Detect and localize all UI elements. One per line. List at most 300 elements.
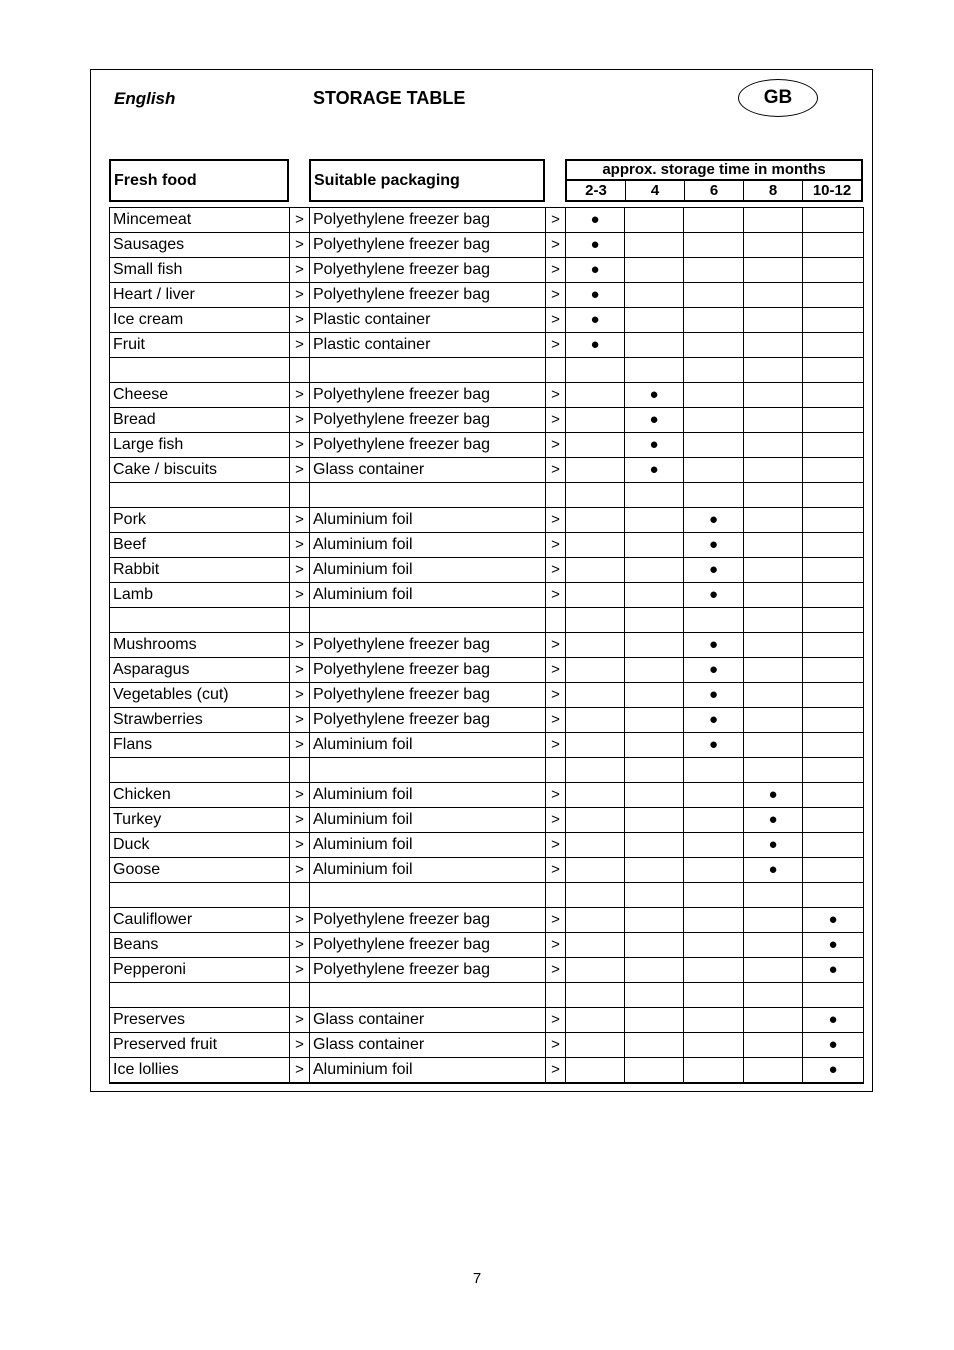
food-cell: Heart / liver <box>110 283 290 308</box>
arrow-glyph: > <box>546 833 566 858</box>
arrow-glyph: > <box>546 1058 566 1084</box>
month-cell-6 <box>684 208 744 233</box>
empty-cell <box>744 358 803 383</box>
month-cell-6 <box>684 458 744 483</box>
dot-marker: ● <box>708 736 719 753</box>
empty-cell <box>803 883 864 908</box>
empty-cell <box>803 358 864 383</box>
month-cell-10-12 <box>803 858 864 883</box>
month-cell-2-3 <box>566 658 625 683</box>
month-cell-4 <box>625 458 684 483</box>
month-cell-2-3 <box>566 1058 625 1084</box>
dot-marker: ● <box>590 336 600 353</box>
dot-marker: ● <box>708 661 719 678</box>
month-cell-10-12 <box>803 908 864 933</box>
month-cell-4 <box>625 783 684 808</box>
table-row <box>110 908 864 933</box>
month-cell-4 <box>625 1033 684 1058</box>
arrow-glyph: > <box>546 783 566 808</box>
arrow-glyph: > <box>546 458 566 483</box>
empty-cell <box>684 608 744 633</box>
arrow-glyph: > <box>290 1058 310 1084</box>
month-cell-4 <box>625 658 684 683</box>
table-row <box>110 408 864 433</box>
month-cell-2-3 <box>566 383 625 408</box>
table-row <box>110 858 864 883</box>
table-row <box>110 333 864 358</box>
month-cell-4 <box>625 1008 684 1033</box>
empty-cell <box>546 483 566 508</box>
arrow-glyph: > <box>290 858 310 883</box>
food-cell: Preserves <box>110 1008 290 1033</box>
food-cell: Flans <box>110 733 290 758</box>
month-cell-6 <box>684 258 744 283</box>
packaging-cell: Polyethylene freezer bag <box>310 258 546 283</box>
food-cell: Large fish <box>110 433 290 458</box>
food-cell: Strawberries <box>110 708 290 733</box>
month-cell-8 <box>744 708 803 733</box>
month-cell-4 <box>625 958 684 983</box>
month-cell-4 <box>625 708 684 733</box>
page-title: STORAGE TABLE <box>313 88 466 108</box>
packaging-cell: Polyethylene freezer bag <box>310 958 546 983</box>
table-row <box>110 383 864 408</box>
table-row <box>110 783 864 808</box>
food-cell: Bread <box>110 408 290 433</box>
table-row <box>110 433 864 458</box>
month-cell-8 <box>744 633 803 658</box>
empty-cell <box>110 608 290 633</box>
month-cell-8 <box>744 283 803 308</box>
arrow-glyph: > <box>546 233 566 258</box>
month-cell-2-3 <box>566 558 625 583</box>
table-row <box>110 533 864 558</box>
month-cell-10-12 <box>803 208 864 233</box>
month-cell-8 <box>744 433 803 458</box>
empty-cell <box>290 758 310 783</box>
month-cell-8 <box>744 1008 803 1033</box>
month-cell-6 <box>684 533 744 558</box>
dot-marker: ● <box>708 686 719 703</box>
empty-cell <box>566 758 625 783</box>
empty-cell <box>566 358 625 383</box>
empty-cell <box>290 608 310 633</box>
packaging-cell: Polyethylene freezer bag <box>310 408 546 433</box>
packaging-cell: Glass container <box>310 458 546 483</box>
packaging-cell: Aluminium foil <box>310 808 546 833</box>
table-row <box>110 658 864 683</box>
month-cell-10-12 <box>803 333 864 358</box>
table-row <box>110 808 864 833</box>
empty-cell <box>310 608 546 633</box>
month-cell-10-12 <box>803 958 864 983</box>
month-cell-2-3 <box>566 708 625 733</box>
packaging-cell: Polyethylene freezer bag <box>310 683 546 708</box>
month-cell-8 <box>744 783 803 808</box>
empty-cell <box>625 608 684 633</box>
dot-marker: ● <box>590 311 600 328</box>
month-cell-2-3 <box>566 308 625 333</box>
empty-cell <box>110 758 290 783</box>
month-cell-10-12 <box>803 408 864 433</box>
arrow-glyph: > <box>290 508 310 533</box>
empty-cell <box>684 483 744 508</box>
month-cell-2-3 <box>566 208 625 233</box>
arrow-glyph: > <box>546 633 566 658</box>
arrow-glyph: > <box>546 208 566 233</box>
table-row <box>110 708 864 733</box>
empty-cell <box>310 483 546 508</box>
arrow-glyph: > <box>290 708 310 733</box>
month-cell-4 <box>625 558 684 583</box>
month-cell-2-3 <box>566 258 625 283</box>
month-cell-6 <box>684 858 744 883</box>
dot-marker: ● <box>768 861 778 878</box>
month-cell-8 <box>744 683 803 708</box>
month-cell-4 <box>625 408 684 433</box>
food-cell: Asparagus <box>110 658 290 683</box>
month-cell-8 <box>744 958 803 983</box>
empty-cell <box>684 883 744 908</box>
food-cell: Vegetables (cut) <box>110 683 290 708</box>
month-cell-8 <box>744 908 803 933</box>
month-cell-2-3 <box>566 933 625 958</box>
empty-cell <box>684 758 744 783</box>
empty-cell <box>803 983 864 1008</box>
month-cell-8 <box>744 833 803 858</box>
month-cell-2-3 <box>566 858 625 883</box>
dot-marker: ● <box>828 936 838 953</box>
month-cell-10-12 <box>803 558 864 583</box>
packaging-cell: Plastic container <box>310 308 546 333</box>
empty-cell <box>625 883 684 908</box>
month-cell-2-3 <box>566 683 625 708</box>
arrow-glyph: > <box>290 908 310 933</box>
month-cell-4 <box>625 233 684 258</box>
table-row <box>110 1058 864 1084</box>
month-cell-4 <box>625 633 684 658</box>
month-cell-4 <box>625 208 684 233</box>
month-cell-6 <box>684 783 744 808</box>
arrow-glyph: > <box>290 408 310 433</box>
arrow-glyph: > <box>290 958 310 983</box>
month-cell-6 <box>684 433 744 458</box>
month-cell-2-3 <box>566 283 625 308</box>
arrow-glyph: > <box>290 658 310 683</box>
dot-marker: ● <box>590 211 600 228</box>
table-row <box>110 833 864 858</box>
packaging-cell: Aluminium foil <box>310 533 546 558</box>
packaging-cell: Plastic container <box>310 333 546 358</box>
empty-cell <box>290 358 310 383</box>
empty-cell <box>310 883 546 908</box>
page-number: 7 <box>472 1270 482 1287</box>
arrow-glyph: > <box>546 933 566 958</box>
spacer-row <box>110 983 864 1008</box>
month-cell-6 <box>684 508 744 533</box>
month-cell-4 <box>625 333 684 358</box>
month-cell-8 <box>744 583 803 608</box>
packaging-cell: Polyethylene freezer bag <box>310 383 546 408</box>
food-cell: Ice cream <box>110 308 290 333</box>
arrow-glyph: > <box>290 933 310 958</box>
empty-cell <box>625 358 684 383</box>
packaging-cell: Aluminium foil <box>310 1058 546 1084</box>
empty-cell <box>310 983 546 1008</box>
month-cell-4 <box>625 258 684 283</box>
arrow-glyph: > <box>290 333 310 358</box>
month-cell-4 <box>625 933 684 958</box>
packaging-cell: Aluminium foil <box>310 858 546 883</box>
dot-marker: ● <box>768 836 778 853</box>
empty-cell <box>744 983 803 1008</box>
packaging-cell: Aluminium foil <box>310 833 546 858</box>
arrow-glyph: > <box>290 433 310 458</box>
arrow-glyph: > <box>546 858 566 883</box>
dot-marker: ● <box>590 286 600 303</box>
month-cell-4 <box>625 808 684 833</box>
food-cell: Lamb <box>110 583 290 608</box>
table-row <box>110 1033 864 1058</box>
month-cell-4 <box>625 733 684 758</box>
packaging-cell: Glass container <box>310 1008 546 1033</box>
food-cell: Fruit <box>110 333 290 358</box>
month-header-2-3: 2-3 <box>585 182 607 199</box>
month-cell-10-12 <box>803 658 864 683</box>
empty-cell <box>546 608 566 633</box>
empty-cell <box>625 758 684 783</box>
month-cell-8 <box>744 933 803 958</box>
packaging-cell: Aluminium foil <box>310 783 546 808</box>
month-cell-4 <box>625 283 684 308</box>
month-cell-10-12 <box>803 708 864 733</box>
month-cell-2-3 <box>566 783 625 808</box>
month-cell-2-3 <box>566 408 625 433</box>
empty-cell <box>803 758 864 783</box>
empty-cell <box>566 483 625 508</box>
month-cell-8 <box>744 858 803 883</box>
table-row <box>110 683 864 708</box>
storage-time-title: approx. storage time in months <box>567 161 861 181</box>
month-cell-6 <box>684 333 744 358</box>
packaging-cell: Polyethylene freezer bag <box>310 933 546 958</box>
arrow-glyph: > <box>546 258 566 283</box>
month-cell-6 <box>684 708 744 733</box>
month-cell-4 <box>625 533 684 558</box>
dot-marker: ● <box>768 786 778 803</box>
dot-marker: ● <box>590 261 600 278</box>
empty-cell <box>566 608 625 633</box>
month-cell-6 <box>684 558 744 583</box>
food-cell: Chicken <box>110 783 290 808</box>
month-cell-4 <box>625 508 684 533</box>
month-cell-8 <box>744 808 803 833</box>
month-cell-6 <box>684 808 744 833</box>
storage-table <box>109 207 864 1084</box>
empty-cell <box>744 483 803 508</box>
month-cell-8 <box>744 1033 803 1058</box>
month-cell-6 <box>684 733 744 758</box>
suitable-packaging-header: Suitable packaging <box>309 159 545 202</box>
month-cell-8 <box>744 533 803 558</box>
dot-marker: ● <box>649 461 659 478</box>
month-cell-10-12 <box>803 1008 864 1033</box>
table-row <box>110 258 864 283</box>
packaging-cell: Polyethylene freezer bag <box>310 633 546 658</box>
month-cell-6 <box>684 583 744 608</box>
month-cell-4 <box>625 833 684 858</box>
arrow-glyph: > <box>290 383 310 408</box>
empty-cell <box>290 883 310 908</box>
dot-marker: ● <box>828 911 838 928</box>
arrow-glyph: > <box>546 733 566 758</box>
dot-marker: ● <box>590 236 600 253</box>
month-cell-2-3 <box>566 633 625 658</box>
empty-cell <box>744 758 803 783</box>
month-cell-6 <box>684 408 744 433</box>
packaging-cell: Polyethylene freezer bag <box>310 208 546 233</box>
arrow-glyph: > <box>290 558 310 583</box>
empty-cell <box>310 758 546 783</box>
dot-marker: ● <box>828 1061 838 1078</box>
month-cell-2-3 <box>566 733 625 758</box>
language-label: English <box>114 89 176 108</box>
arrow-glyph: > <box>290 833 310 858</box>
arrow-glyph: > <box>290 683 310 708</box>
month-cell-6 <box>684 233 744 258</box>
month-cell-10-12 <box>803 683 864 708</box>
empty-cell <box>684 358 744 383</box>
month-cell-10-12 <box>803 783 864 808</box>
arrow-glyph: > <box>290 633 310 658</box>
dot-marker: ● <box>708 511 719 528</box>
table-row <box>110 233 864 258</box>
food-cell: Beef <box>110 533 290 558</box>
arrow-glyph: > <box>546 1033 566 1058</box>
month-cell-10-12 <box>803 583 864 608</box>
arrow-glyph: > <box>290 308 310 333</box>
food-cell: Small fish <box>110 258 290 283</box>
month-cell-10-12 <box>803 233 864 258</box>
arrow-glyph: > <box>546 808 566 833</box>
arrow-glyph: > <box>546 558 566 583</box>
dot-marker: ● <box>768 811 778 828</box>
arrow-glyph: > <box>546 708 566 733</box>
month-cell-6 <box>684 658 744 683</box>
dot-marker: ● <box>828 1011 838 1028</box>
empty-cell <box>110 358 290 383</box>
empty-cell <box>625 983 684 1008</box>
arrow-glyph: > <box>290 533 310 558</box>
food-cell: Ice lollies <box>110 1058 290 1084</box>
storage-time-header <box>565 159 863 202</box>
table-row <box>110 1008 864 1033</box>
dot-marker: ● <box>708 536 719 553</box>
food-cell: Pork <box>110 508 290 533</box>
arrow-glyph: > <box>290 1008 310 1033</box>
month-cell-2-3 <box>566 233 625 258</box>
arrow-glyph: > <box>546 383 566 408</box>
month-cell-4 <box>625 908 684 933</box>
table-row <box>110 933 864 958</box>
packaging-cell: Polyethylene freezer bag <box>310 708 546 733</box>
month-cell-6 <box>684 633 744 658</box>
packaging-cell: Polyethylene freezer bag <box>310 433 546 458</box>
month-cell-4 <box>625 383 684 408</box>
food-cell: Duck <box>110 833 290 858</box>
month-cell-6 <box>684 933 744 958</box>
table-row <box>110 558 864 583</box>
spacer-row <box>110 608 864 633</box>
month-cell-10-12 <box>803 833 864 858</box>
table-row <box>110 208 864 233</box>
empty-cell <box>546 358 566 383</box>
month-cell-10-12 <box>803 258 864 283</box>
month-cell-2-3 <box>566 833 625 858</box>
empty-cell <box>110 483 290 508</box>
months-header-row <box>567 181 861 200</box>
month-cell-8 <box>744 408 803 433</box>
food-cell: Cheese <box>110 383 290 408</box>
spacer-row <box>110 883 864 908</box>
month-cell-10-12 <box>803 633 864 658</box>
packaging-cell: Polyethylene freezer bag <box>310 658 546 683</box>
month-cell-2-3 <box>566 508 625 533</box>
empty-cell <box>310 358 546 383</box>
month-cell-4 <box>625 433 684 458</box>
month-header-8: 8 <box>743 181 802 200</box>
food-cell: Mushrooms <box>110 633 290 658</box>
month-cell-4 <box>625 583 684 608</box>
month-cell-6 <box>684 283 744 308</box>
food-cell: Goose <box>110 858 290 883</box>
packaging-cell: Glass container <box>310 1033 546 1058</box>
food-cell: Beans <box>110 933 290 958</box>
empty-cell <box>110 883 290 908</box>
month-cell-6 <box>684 833 744 858</box>
arrow-glyph: > <box>546 333 566 358</box>
arrow-glyph: > <box>290 733 310 758</box>
arrow-glyph: > <box>546 433 566 458</box>
month-cell-8 <box>744 383 803 408</box>
month-cell-8 <box>744 258 803 283</box>
month-cell-10-12 <box>803 733 864 758</box>
month-cell-8 <box>744 233 803 258</box>
month-cell-10-12 <box>803 508 864 533</box>
dot-marker: ● <box>828 961 838 978</box>
month-cell-10-12 <box>803 1033 864 1058</box>
arrow-glyph: > <box>290 1033 310 1058</box>
month-cell-6 <box>684 958 744 983</box>
empty-cell <box>546 758 566 783</box>
packaging-cell: Aluminium foil <box>310 508 546 533</box>
month-cell-2-3 <box>566 458 625 483</box>
empty-cell <box>566 983 625 1008</box>
month-cell-2-3 <box>566 1008 625 1033</box>
dot-marker: ● <box>649 436 659 453</box>
dot-marker: ● <box>708 636 719 653</box>
food-cell: Turkey <box>110 808 290 833</box>
month-cell-8 <box>744 208 803 233</box>
empty-cell <box>684 983 744 1008</box>
month-cell-6 <box>684 1033 744 1058</box>
month-cell-10-12 <box>803 808 864 833</box>
arrow-glyph: > <box>290 458 310 483</box>
table-row <box>110 308 864 333</box>
month-header-10-12: 10-12 <box>802 181 861 200</box>
spacer-row <box>110 358 864 383</box>
arrow-glyph: > <box>546 958 566 983</box>
